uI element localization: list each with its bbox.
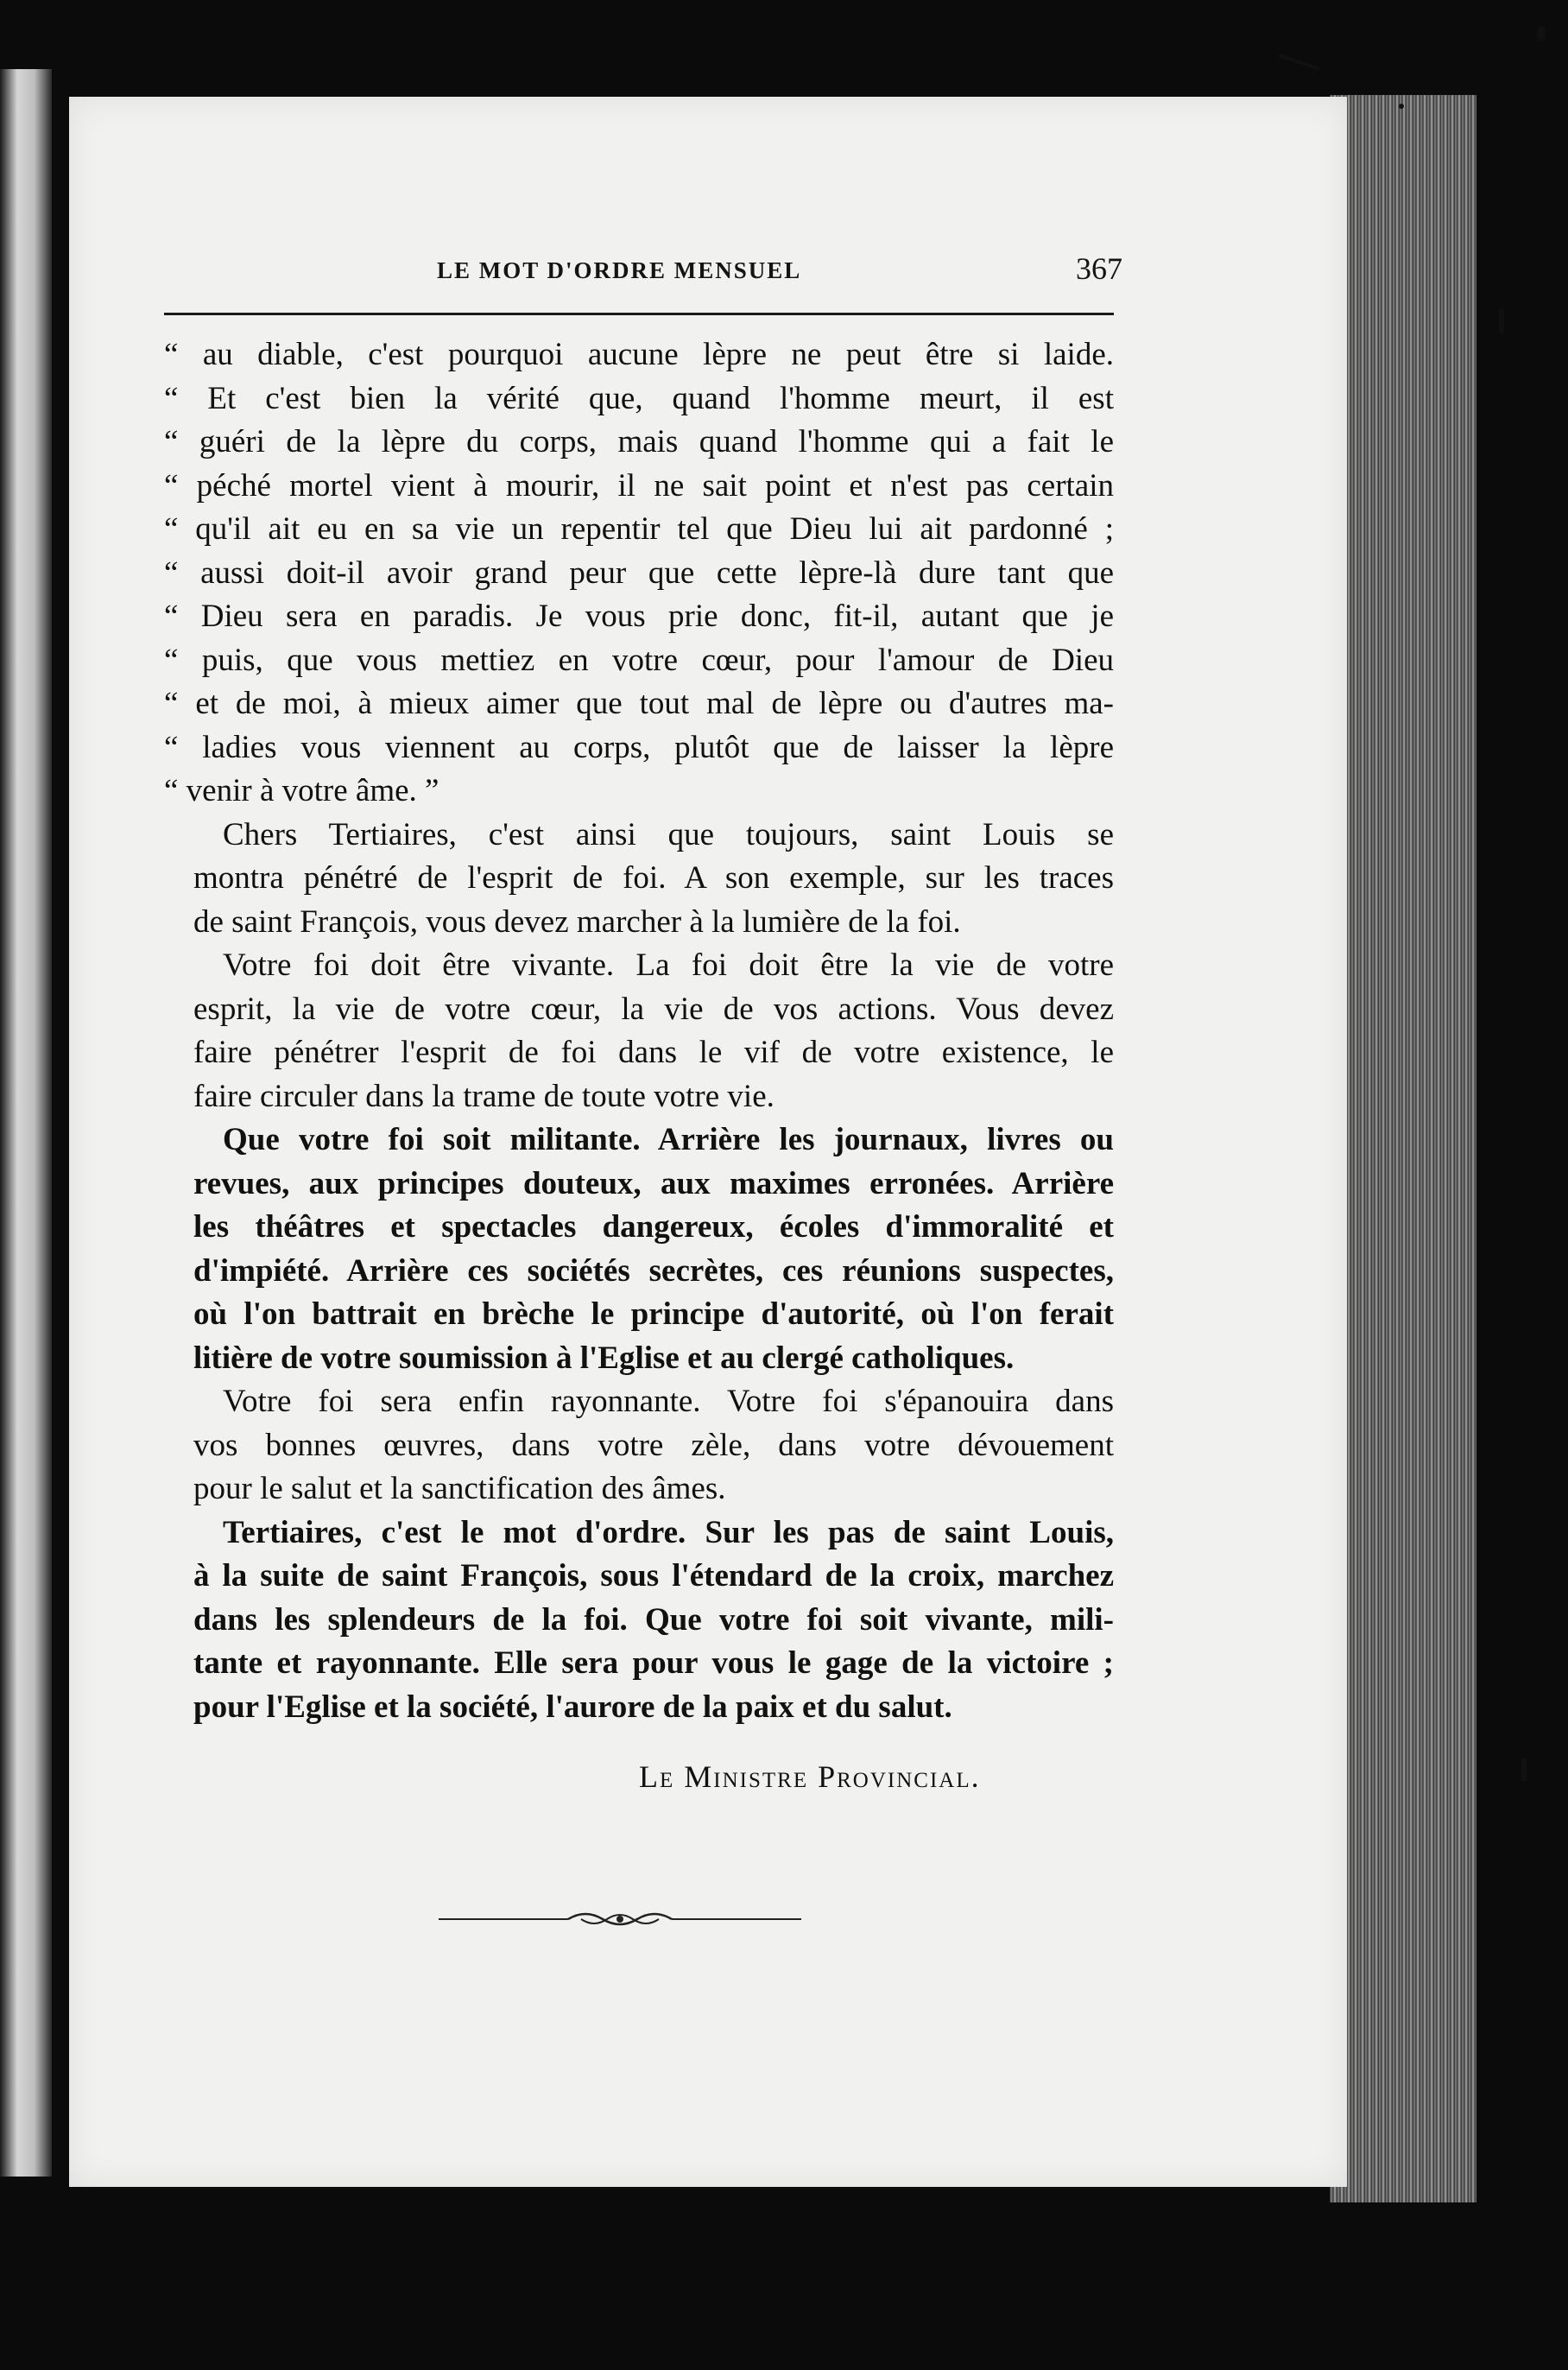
paragraph-line: où l'on battrait en brèche le principe d'autorité, où l'on ferait <box>193 1296 1114 1332</box>
dust-speck <box>1537 26 1546 41</box>
running-head: LE MOT D'ORDRE MENSUEL <box>437 257 802 283</box>
quote-line: “ Dieu sera en paradis. Je vous prie donc, fit-il, autant que je <box>164 599 1114 634</box>
paragraph-line: dans les splendeurs de la foi. Que votre foi soit vivante, mili- <box>193 1601 1114 1638</box>
paragraph-line: faire pénétrer l'esprit de foi dans le vif de votre existence, le <box>193 1035 1114 1070</box>
quote-line: “ guéri de la lèpre du corps, mais quand l'homme qui a fait le <box>164 424 1114 459</box>
quote-line: “ aussi doit-il avoir grand peur que cette lèpre-là dure tant que <box>164 554 1114 591</box>
dust-speck <box>1521 1758 1527 1782</box>
quote-line: “ ladies vous viennent au corps, plutôt que de laisser la lèpre <box>164 729 1114 765</box>
body-text <box>164 333 1114 1729</box>
paragraph-foi-militante <box>164 1118 1114 1380</box>
paragraph-line: esprit, la vie de votre cœur, la vie de vos actions. Vous devez <box>193 991 1114 1027</box>
paragraph-line: Votre foi doit être vivante. La foi doit être la vie de votre <box>223 947 1114 983</box>
page-header <box>164 250 1122 311</box>
paragraph-line: litière de votre soumission à l'Eglise et au clergé catholiques. <box>193 1340 1015 1376</box>
paragraph-line: Chers Tertiaires, c'est ainsi que toujours, saint Louis se <box>223 816 1114 852</box>
paragraph-mot-d-ordre <box>164 1511 1114 1730</box>
dust-speck <box>1399 104 1404 109</box>
quote-line: “ et de moi, à mieux aimer que tout mal de lèpre ou d'autres ma- <box>164 686 1114 721</box>
paragraph-line: Tertiaires, c'est le mot d'ordre. Sur les pas de saint Louis, <box>223 1514 1114 1550</box>
header-rule <box>164 313 1114 315</box>
paragraph-foi-vivante <box>164 944 1114 1118</box>
paragraph-chers-tertiaires <box>164 814 1114 945</box>
quote-line: “ puis, que vous mettiez en votre cœur, pour l'amour de Dieu <box>164 642 1114 678</box>
paragraph-line: à la suite de saint François, sous l'étendard de la croix, marchez <box>193 1558 1114 1594</box>
quote-line: “ au diable, c'est pourquoi aucune lèpre ne peut être si laide. <box>164 337 1114 372</box>
paragraph-line: revues, aux principes douteux, aux maximes erronées. Arrière <box>193 1165 1114 1201</box>
paragraph-line: vos bonnes œuvres, dans votre zèle, dans votre dévouement <box>193 1427 1114 1463</box>
signature: Le Ministre Provincial. <box>639 1759 981 1794</box>
paragraph-line: de saint François, vous devez marcher à la lumière de la foi. <box>193 903 961 940</box>
paragraph-line: faire circuler dans la trame de toute votre vie. <box>193 1078 775 1114</box>
paragraph-line: les théâtres et spectacles dangereux, écoles d'immoralité et <box>193 1209 1114 1245</box>
paragraph-foi-rayonnante <box>164 1380 1114 1511</box>
dust-speck <box>1279 54 1321 70</box>
quote-block <box>164 333 1114 814</box>
paragraph-line: pour l'Eglise et la société, l'aurore de la paix et du salut. <box>193 1689 952 1725</box>
quote-line: “ Et c'est bien la vérité que, quand l'homme meurt, il est <box>164 380 1114 416</box>
paragraph-line: montra pénétré de l'esprit de foi. A son exemple, sur les traces <box>193 860 1114 896</box>
page-number: 367 <box>1076 251 1122 286</box>
page-edges <box>1330 95 1476 2202</box>
dust-speck <box>1499 307 1504 333</box>
paragraph-line: Que votre foi soit militante. Arrière les journaux, livres ou <box>223 1122 1114 1157</box>
quote-line: “ venir à votre âme. ” <box>164 773 439 808</box>
paragraph-line: tante et rayonnante. Elle sera pour vous le gage de la victoire ; <box>193 1645 1114 1681</box>
left-page-edge <box>0 69 52 2177</box>
paragraph-line: pour le salut et la sanctification des âmes. <box>193 1471 726 1506</box>
quote-line: “ péché mortel vient à mourir, il ne sait point et n'est pas certain <box>164 467 1114 504</box>
quote-line: “ qu'il ait eu en sa vie un repentir tel que Dieu lui ait pardonné ; <box>164 511 1114 547</box>
paragraph-line: d'impiété. Arrière ces sociétés secrètes, ces réunions suspectes, <box>193 1252 1114 1289</box>
paragraph-line: Votre foi sera enfin rayonnante. Votre foi s'épanouira dans <box>223 1384 1114 1419</box>
ornament-divider-icon <box>439 1904 801 1935</box>
